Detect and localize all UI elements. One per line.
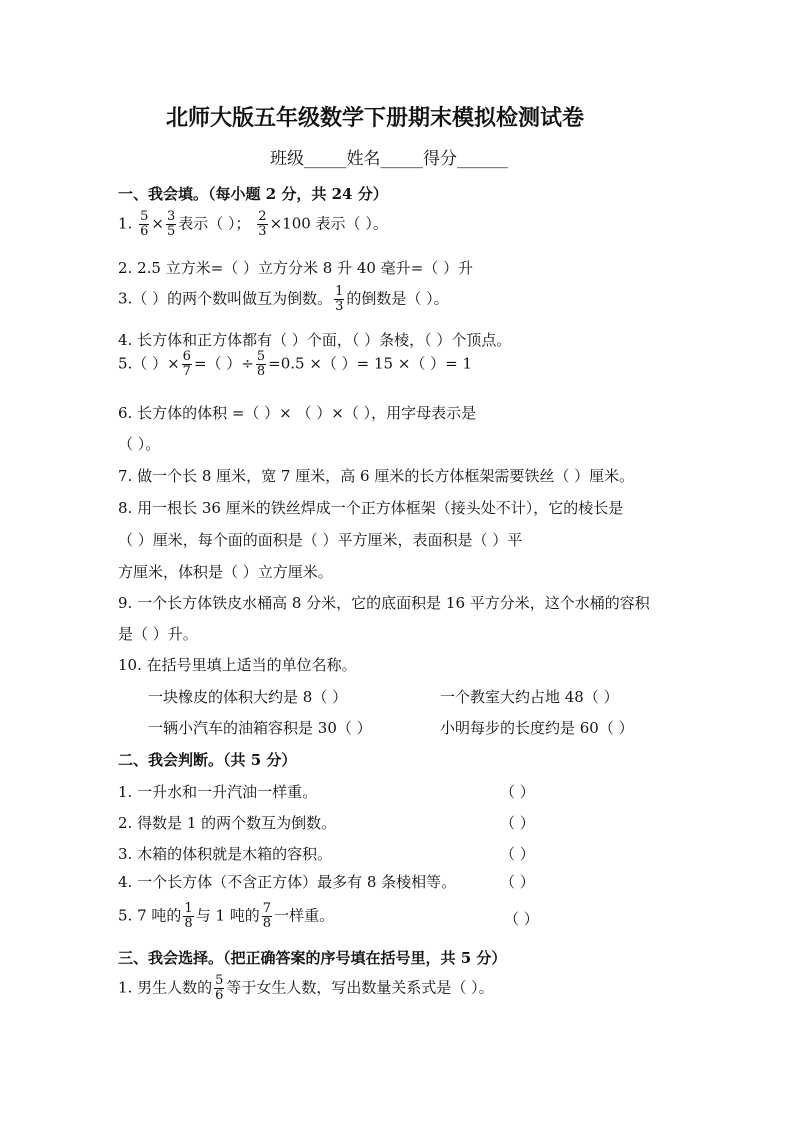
fraction: $\frac{6}{7}$: [182, 349, 191, 379]
question-10: 10. 在括号里填上适当的单位名称。: [118, 656, 357, 674]
judge-2-paren: （ ）: [500, 814, 535, 832]
fraction: $\frac{5}{6}$: [215, 973, 224, 1003]
section1-heading: 一、我会填。（每小题 2 分，共 24 分）: [118, 185, 388, 203]
choice-1: 1. 男生人数的 $\frac{5}{6}$ 等于女生人数，写出数量关系式是（ ）。: [118, 973, 494, 1003]
question-4: 4. 长方体和正方体都有（ ）个面，（ ）条棱，（ ）个顶点。: [118, 331, 512, 349]
judge-4-paren: （ ）: [500, 873, 535, 891]
question-5: 5.（ ）× $\frac{6}{7}$ =（ ）÷ $\frac{5}{8}$ =0.5 ×（ ）= 15 ×（ ）= 1: [118, 349, 473, 379]
question-9-cont: 是（ ）升。: [118, 625, 198, 643]
question-8-cont2: 方厘米，体积是（ ）立方厘米。: [118, 563, 333, 581]
question-8-cont: （ ）厘米，每个面的面积是（ ）平方厘米，表面积是（ ）平: [118, 531, 523, 549]
section3-heading: 三、我会选择。（把正确答案的序号填在括号里，共 5 分）: [118, 949, 507, 967]
fraction: $\frac{1}{3}$: [335, 284, 344, 314]
page-title: 北师大版五年级数学下册期末模拟检测试卷: [166, 105, 585, 131]
student-info-line: 班级_____姓名_____得分______: [270, 149, 508, 169]
fraction: $\frac{3}{5}$: [166, 209, 176, 239]
judge-1-paren: （ ）: [500, 783, 535, 801]
fraction: $\frac{7}{8}$: [262, 901, 272, 931]
judge-5-paren: （ ）: [504, 910, 539, 928]
question-10d: 小明每步的长度约是 60（ ）: [440, 719, 634, 737]
question-2: 2. 2.5 立方米=（ ）立方分米 8 升 40 毫升=（ ）升: [118, 259, 474, 277]
question-3: 3.（ ）的两个数叫做互为倒数。 $\frac{1}{3}$ 的倒数是（ ）。: [118, 284, 449, 314]
question-8: 8. 用一根长 36 厘米的铁丝焊成一个正方体框架（接头处不计），它的棱长是: [118, 499, 624, 517]
judge-3: 3. 木箱的体积就是木箱的容积。: [118, 845, 333, 863]
judge-2: 2. 得数是 1 的两个数互为倒数。: [118, 814, 337, 832]
question-6: 6. 长方体的体积 =（ ）× （ ）×（ ），用字母表示是: [118, 404, 477, 422]
section2-heading: 二、我会判断。（共 5 分）: [118, 751, 297, 769]
fraction: $\frac{2}{3}$: [258, 209, 267, 239]
question-10b: 一个教室大约占地 48（ ）: [440, 688, 619, 706]
fraction: $\frac{5}{6}$: [140, 209, 149, 239]
fraction: $\frac{5}{8}$: [256, 349, 266, 379]
question-10a: 一块橡皮的体积大约是 8（ ）: [148, 688, 348, 706]
question-10c: 一辆小汽车的油箱容积是 30（ ）: [148, 719, 372, 737]
judge-5: 5. 7 吨的 $\frac{1}{8}$ 与 1 吨的 $\frac{7}{8}$ 一样重。: [118, 901, 335, 931]
fraction: $\frac{1}{8}$: [184, 901, 193, 931]
judge-3-paren: （ ）: [500, 845, 535, 863]
question-1: 1. $\frac{5}{6}$ × $\frac{3}{5}$ 表示（ ）； $\frac{2}{3}$ ×100 表示（ ）。: [118, 209, 388, 239]
question-7: 7. 做一个长 8 厘米，宽 7 厘米，高 6 厘米的长方体框架需要铁丝（ ）厘米。: [118, 467, 635, 485]
question-9: 9. 一个长方体铁皮水桶高 8 分米，它的底面积是 16 平方分米，这个水桶的容积: [118, 594, 650, 612]
question-6-cont: （ ）。: [118, 435, 161, 453]
judge-1: 1. 一升水和一升汽油一样重。: [118, 783, 318, 801]
judge-4: 4. 一个长方体（不含正方体）最多有 8 条棱相等。: [118, 873, 457, 891]
